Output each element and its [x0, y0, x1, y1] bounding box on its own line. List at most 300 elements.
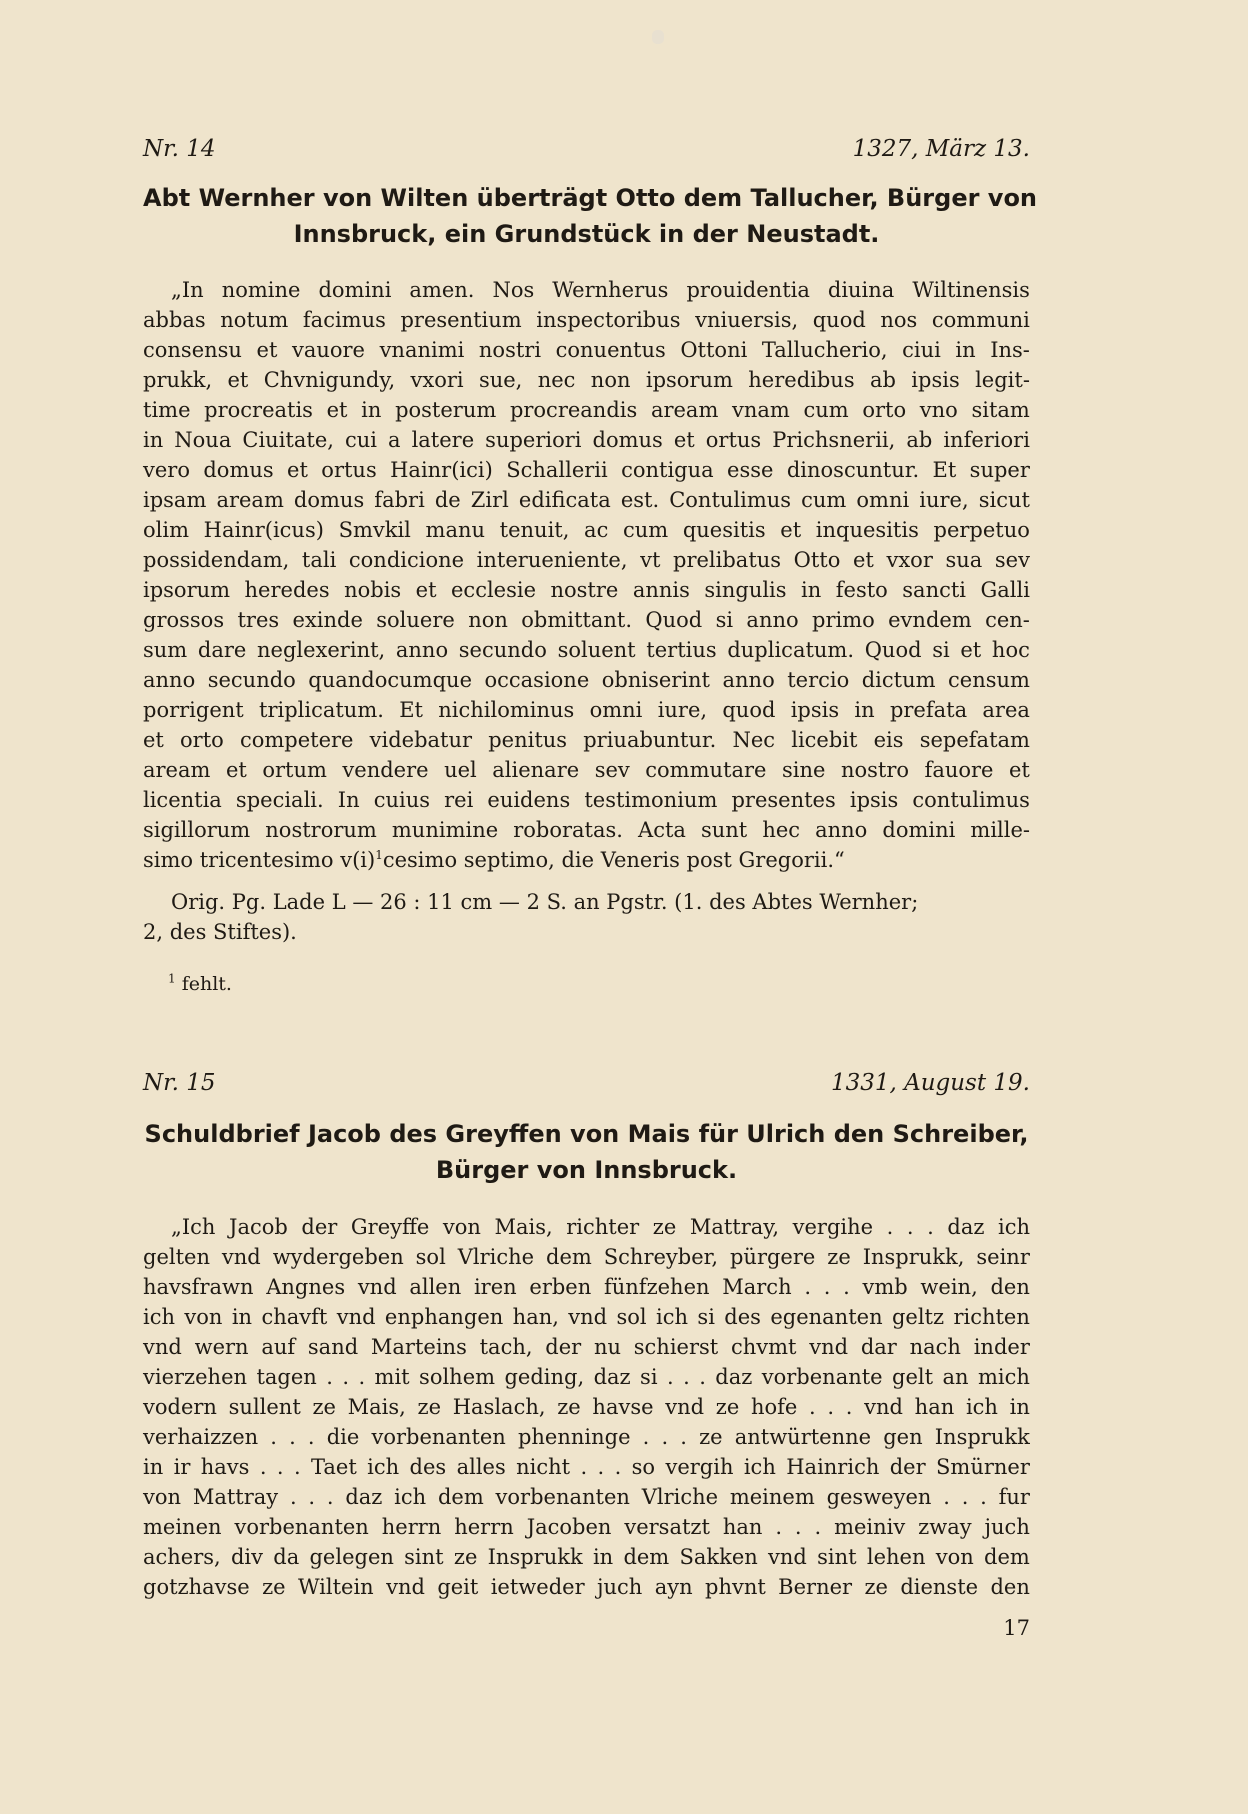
word: mille- — [970, 818, 1030, 842]
word: der — [545, 1335, 582, 1359]
word: sev — [994, 548, 1030, 572]
word: sullent — [228, 1395, 301, 1419]
word: omni — [589, 698, 643, 722]
text-line — [143, 455, 1030, 485]
word: ich — [997, 1215, 1030, 1239]
word: daz — [593, 1365, 631, 1389]
word: havse — [592, 1395, 654, 1419]
word: iure, — [657, 698, 708, 722]
word: commutare — [645, 758, 767, 782]
word: nicht — [516, 1455, 571, 1479]
word: richten — [953, 1305, 1030, 1329]
word: den — [990, 1275, 1030, 1299]
word: time — [143, 398, 191, 422]
word: facimus — [302, 308, 386, 332]
doc15-text — [143, 1212, 1030, 1602]
doc14-date: 1327, März 13. — [852, 136, 1030, 162]
word: perpetuo — [933, 518, 1030, 542]
word: anno — [815, 818, 868, 842]
word: meinen — [143, 1515, 222, 1539]
word: manu — [425, 518, 486, 542]
word: hec — [762, 818, 801, 842]
word: tertius — [646, 638, 717, 662]
text-line — [143, 1272, 1030, 1302]
word: prefata — [889, 698, 968, 722]
doc14-number: Nr. 14 — [143, 136, 216, 162]
word: hofe — [750, 1395, 798, 1419]
word: dem — [623, 1545, 670, 1569]
word: vergih — [665, 1455, 734, 1479]
word: Galli — [980, 578, 1030, 602]
word: Et — [932, 458, 957, 482]
word: da — [273, 1545, 300, 1569]
word: si — [640, 1365, 658, 1389]
word: nichilominus — [438, 698, 575, 722]
word: sepefatam — [919, 728, 1030, 752]
word: mich — [977, 1365, 1030, 1389]
word: dinoscuntur. — [786, 458, 920, 482]
word: latere — [411, 428, 475, 452]
word: singulis — [704, 578, 787, 602]
word: chvmt — [730, 1335, 797, 1359]
text-line-last — [143, 845, 1030, 875]
word: speciali. — [235, 788, 324, 812]
word: geit — [437, 1575, 479, 1599]
word: nostro — [840, 758, 910, 782]
word: vnd — [357, 1275, 397, 1299]
word: dem — [437, 1485, 484, 1509]
word: vorbenanten — [371, 1425, 506, 1449]
text-line — [143, 425, 1030, 455]
word: olim — [143, 518, 189, 542]
word: ich — [143, 1305, 176, 1329]
text-line — [143, 605, 1030, 635]
word: et — [960, 638, 982, 662]
word: Wiltinensis — [912, 278, 1030, 302]
word: Hainr(icus) — [203, 518, 324, 542]
word: Marteins — [370, 1335, 467, 1359]
word: han — [722, 1515, 763, 1539]
word: Otto — [793, 548, 841, 572]
word: sunt — [700, 818, 748, 842]
word: Insprukk — [487, 1545, 583, 1569]
word: Wernherus — [552, 278, 669, 302]
word: consensu — [143, 338, 242, 362]
word: ze — [417, 1395, 442, 1419]
word: Schreyber, — [603, 1245, 719, 1269]
word: domus — [592, 428, 663, 452]
word: tach, — [479, 1335, 533, 1359]
word: . — [642, 1425, 650, 1449]
word: amen. — [409, 278, 475, 302]
word: ze — [557, 1395, 581, 1419]
word: havsfrawn — [143, 1275, 254, 1299]
word: contigua — [621, 458, 714, 482]
word: antwürtenne — [734, 1425, 872, 1449]
word: . — [943, 1485, 950, 1509]
text-line — [143, 335, 1030, 365]
word: vauore — [291, 338, 365, 362]
word: vnd — [336, 1305, 376, 1329]
word: sint — [817, 1545, 857, 1569]
word: nu — [593, 1335, 622, 1359]
word: gelegen — [309, 1545, 394, 1569]
word: et — [415, 578, 437, 602]
word: area — [982, 698, 1030, 722]
word: havs — [200, 1455, 250, 1479]
word: cum — [801, 488, 847, 512]
word: daz — [345, 1485, 383, 1509]
word: non — [590, 368, 631, 392]
word: . — [775, 1515, 782, 1539]
word: Chvnigundy, — [263, 368, 396, 392]
word: esse — [727, 458, 774, 482]
word: evndem — [888, 608, 972, 632]
word: der — [301, 1215, 338, 1239]
word: ietweder — [490, 1575, 585, 1599]
word: vero — [143, 458, 190, 482]
word: possidendam, — [143, 548, 290, 572]
doc14-text — [143, 275, 1030, 875]
word: ich — [367, 1455, 400, 1479]
word: gen — [883, 1425, 923, 1449]
word: daz — [715, 1365, 753, 1389]
text-line — [143, 695, 1030, 725]
word: Ciuitate, — [242, 428, 334, 452]
word: sue, — [478, 368, 523, 392]
word: Ottoni — [680, 338, 748, 362]
word: . — [827, 1395, 835, 1419]
word: anno — [143, 668, 196, 692]
text-line — [143, 1242, 1030, 1272]
word: . — [906, 1215, 914, 1239]
word: ich — [965, 1395, 998, 1419]
word: vergihe — [792, 1215, 874, 1239]
word: iren — [473, 1275, 517, 1299]
word: inquesitis — [815, 518, 919, 542]
word: aream — [216, 488, 284, 512]
word: Hainr(ici) — [390, 458, 493, 482]
word: prelibatus — [673, 548, 782, 572]
footnote-text: fehlt. — [181, 973, 232, 995]
word: vnam — [732, 398, 790, 422]
word: quesitis — [682, 518, 766, 542]
word: in — [143, 1455, 164, 1479]
text-line — [143, 1362, 1030, 1392]
word: ab — [869, 368, 896, 392]
text-line — [143, 365, 1030, 395]
word: so — [631, 1455, 656, 1479]
word: si — [932, 638, 950, 662]
text-line — [143, 1452, 1030, 1482]
word: Mais, — [494, 1215, 553, 1239]
word: procreandis — [509, 398, 638, 422]
text-fragment: cesimo septimo, die Veneris post Gregorii.“ — [382, 848, 845, 872]
word: vorbenanten — [495, 1485, 630, 1509]
word: testimonium — [584, 788, 718, 812]
word: prouidentia — [686, 278, 810, 302]
word: cum — [803, 398, 849, 422]
word: in — [143, 428, 164, 452]
word: . — [809, 1395, 816, 1419]
word: . — [614, 1455, 622, 1479]
word: „Ich — [171, 1215, 216, 1239]
word: juch — [597, 1575, 643, 1599]
word: wein, — [920, 1275, 978, 1299]
word: et — [225, 758, 247, 782]
word: von — [143, 1485, 182, 1509]
word: Tallucherio, — [761, 338, 888, 362]
text-line — [143, 275, 1030, 305]
word: . — [326, 1485, 334, 1509]
word: est. — [620, 488, 660, 512]
word: euidens — [487, 788, 571, 812]
word: in — [361, 398, 382, 422]
word: erben — [529, 1275, 592, 1299]
word: han, — [512, 1305, 559, 1329]
word: ecclesie — [451, 578, 537, 602]
word: . — [845, 1395, 853, 1419]
text-line — [143, 815, 1030, 845]
word: nostri — [478, 338, 542, 362]
word: . — [270, 1425, 277, 1449]
paper-blemish — [652, 30, 664, 44]
word: aream — [143, 758, 211, 782]
text-line — [143, 1332, 1030, 1362]
word: hoc — [991, 638, 1030, 662]
word: si — [697, 1305, 715, 1329]
word: nos — [880, 308, 918, 332]
word: Mattray — [192, 1485, 279, 1509]
word: notum — [220, 308, 289, 332]
word: lehen — [866, 1545, 926, 1569]
doc14-footnote — [168, 973, 232, 995]
word: heredibus — [748, 368, 855, 392]
word: et — [673, 428, 695, 452]
word: non — [468, 608, 508, 632]
word: edificata — [518, 488, 611, 512]
word: posterum — [395, 398, 497, 422]
word: sand — [307, 1335, 359, 1359]
word: exinde — [292, 608, 363, 632]
source-line: 2, des Stiftes). — [143, 920, 297, 944]
word: dare — [197, 638, 247, 662]
word: nec — [537, 368, 576, 392]
word: ze — [312, 1395, 336, 1419]
word: ipsorum — [645, 368, 733, 392]
word: Jacoben — [526, 1515, 612, 1539]
word: condicione — [348, 548, 465, 572]
word: March — [722, 1275, 792, 1299]
word: tali — [301, 548, 337, 572]
word: orto — [862, 398, 907, 422]
text-line — [143, 1542, 1030, 1572]
word: fabri — [374, 488, 425, 512]
page-number: 17 — [1003, 1616, 1030, 1640]
word: et — [780, 518, 802, 542]
word: nostre — [550, 578, 619, 602]
word: . — [326, 1365, 333, 1389]
word: vnd — [864, 1395, 903, 1419]
word: abbas — [143, 308, 206, 332]
word: Mattray, — [689, 1215, 780, 1239]
word: vierzehen — [143, 1365, 248, 1389]
word: . — [814, 1515, 822, 1539]
word: ze — [864, 1575, 888, 1599]
text-line — [143, 1392, 1030, 1422]
word: chavft — [261, 1305, 328, 1329]
word: sancti — [902, 578, 967, 602]
word: cen- — [985, 608, 1030, 632]
text-line — [143, 575, 1030, 605]
word: Hainrich — [786, 1455, 880, 1479]
word: gotzhavse — [143, 1575, 250, 1599]
word: vnd — [768, 1545, 807, 1569]
word: Acta — [638, 818, 686, 842]
word: Berner — [778, 1575, 853, 1599]
word: . — [804, 1275, 811, 1299]
word: ac — [584, 518, 609, 542]
word: contulimus — [912, 788, 1030, 812]
word: vorbenante — [761, 1365, 883, 1389]
word: . — [293, 1455, 301, 1479]
word: ich — [743, 1455, 776, 1479]
word: et — [227, 368, 249, 392]
word: von — [184, 1305, 223, 1329]
word: festo — [835, 578, 888, 602]
word: nach — [909, 1335, 961, 1359]
word: allen — [409, 1275, 462, 1299]
word: zway — [918, 1515, 972, 1539]
word: sitam — [971, 398, 1030, 422]
word: gelten — [143, 1245, 210, 1269]
text-line — [143, 665, 1030, 695]
word: secundo — [458, 638, 547, 662]
word: si — [715, 608, 734, 632]
word: Nec — [732, 728, 776, 752]
word: primo — [812, 608, 875, 632]
word: han — [914, 1395, 955, 1419]
word: ortum — [262, 758, 327, 782]
text-line — [143, 1422, 1030, 1452]
word: Insprukk — [934, 1425, 1030, 1449]
word: solhem — [419, 1365, 496, 1389]
word: In — [337, 788, 360, 812]
word: inspectoribus — [536, 308, 681, 332]
word: vendere — [342, 758, 429, 782]
word: in — [592, 1545, 614, 1569]
word: . — [259, 1455, 267, 1479]
text-line — [143, 1212, 1030, 1242]
word: vnd — [386, 1575, 425, 1599]
word: occasione — [484, 668, 590, 692]
word: conuentus — [555, 338, 666, 362]
text-line — [143, 485, 1030, 515]
word: aream — [650, 398, 719, 422]
word: Nos — [492, 278, 535, 302]
word: ze — [652, 1215, 677, 1239]
word: de — [434, 488, 461, 512]
word: competere — [239, 728, 354, 752]
word: cui — [344, 428, 377, 452]
word: Angnes — [266, 1275, 346, 1299]
word: geltz — [891, 1305, 945, 1329]
word: ayn — [654, 1575, 693, 1599]
word: iure, — [919, 488, 969, 512]
word: . — [843, 1275, 850, 1299]
word: dem — [984, 1545, 1030, 1569]
word: . — [699, 1365, 706, 1389]
word: sol — [616, 1305, 647, 1329]
word: phenninge — [517, 1425, 631, 1449]
word: Et — [399, 698, 423, 722]
word: . — [666, 1365, 674, 1389]
word: enphangen — [384, 1305, 504, 1329]
word: et — [256, 338, 278, 362]
word: inferiori — [943, 428, 1030, 452]
word: quandocumque — [308, 668, 472, 692]
word: nomine — [221, 278, 301, 302]
text-line — [143, 545, 1030, 575]
word: orto — [180, 728, 224, 752]
word: Vlriche — [457, 1245, 535, 1269]
word: Noua — [174, 428, 232, 452]
word: dienste — [900, 1575, 979, 1599]
word: Ins- — [990, 338, 1030, 362]
word: . — [580, 1455, 588, 1479]
text-line — [143, 515, 1030, 545]
word: vxor — [886, 548, 933, 572]
word: anno — [746, 608, 799, 632]
word: rei — [444, 788, 474, 812]
word: obmittant. — [521, 608, 633, 632]
word: soluere — [376, 608, 455, 632]
word: . — [661, 1425, 669, 1449]
word: . — [308, 1485, 316, 1509]
word: legit- — [975, 368, 1030, 392]
word: ipsam — [143, 488, 207, 512]
word: . — [358, 1365, 366, 1389]
word: duplicatum. — [727, 638, 855, 662]
word: quod — [722, 698, 776, 722]
word: Smürner — [936, 1455, 1030, 1479]
word: ze — [699, 1425, 723, 1449]
word: Schallerii — [506, 458, 608, 482]
word: meinem — [729, 1485, 815, 1509]
word: vnd — [143, 1335, 182, 1359]
word: geding, — [504, 1365, 585, 1389]
word: „In — [171, 278, 204, 302]
word: ze — [715, 1395, 740, 1419]
word: et — [1009, 758, 1030, 782]
word: in — [955, 338, 976, 362]
word: herrn — [381, 1515, 442, 1539]
word: richter — [566, 1215, 640, 1239]
word: des — [409, 1455, 447, 1479]
word: vnd — [221, 1245, 261, 1269]
word: ich — [656, 1305, 689, 1329]
word: egenanten — [770, 1305, 883, 1329]
doc14-title-line: Abt Wernher von Wilten überträgt Otto dem Tallucher, Bürger von — [143, 184, 1038, 212]
word: procreatis — [204, 398, 313, 422]
word: . — [342, 1365, 350, 1389]
word: Mais, — [347, 1395, 406, 1419]
word: et — [287, 458, 308, 482]
word: censum — [948, 668, 1030, 692]
word: annis — [632, 578, 690, 602]
text-line — [143, 1302, 1030, 1332]
word: anno — [395, 638, 449, 662]
